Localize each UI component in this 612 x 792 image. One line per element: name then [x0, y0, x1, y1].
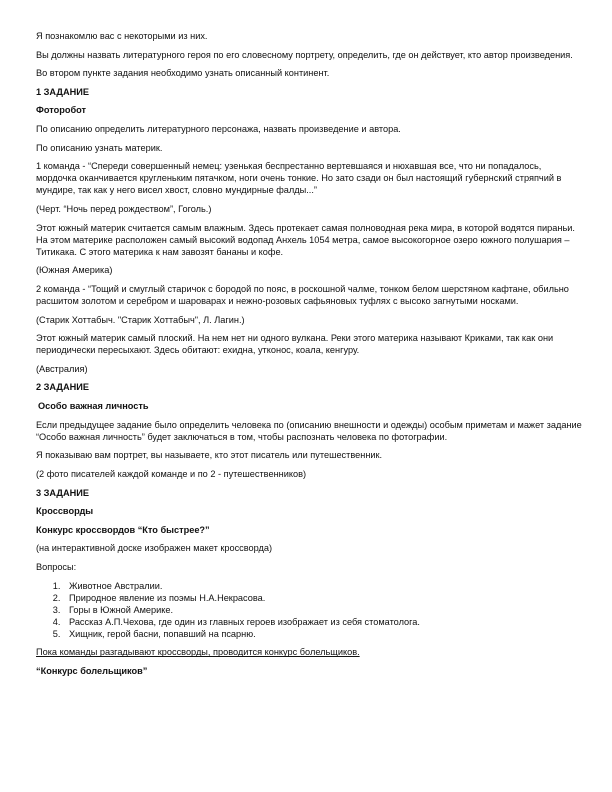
continent-description: Этот южный материк считается самым влажным. Здесь протекает самая полноводная река мира, в которой водятся пираньи. На этом материке расположен самый высокий водопад Анхель 1054 метра, самое высокогорное озеро южного полушария – Титикака. С этого материка к нам завозят бананы и кофе.: [36, 222, 575, 257]
questions-label: Вопросы:: [36, 561, 77, 572]
continent-description: Этот южный материк самый плоский. На нем нет ни одного вулкана. Реки этого материка называют Криками, так как они периодически пересыхают. Здесь обитают: ехидна, утконос, коала, кенгуру.: [36, 333, 554, 356]
list-item: 2. Природное явление из поэмы Н.А.Некрасова.: [63, 592, 584, 604]
document-page: [36, 30, 584, 684]
crosswords-heading: Кроссворды: [36, 506, 94, 517]
paragraph: Я познакомлю вас с некоторыми из них.: [36, 31, 208, 41]
paragraph: (2 фото писателей каждой команде и по 2 - путешественников): [36, 468, 307, 479]
underlined-paragraph: Пока команды разгадывают кроссворды, проводится конкурс болельщиков.: [36, 647, 360, 658]
list-item: 3. Горы в Южной Америке.: [63, 604, 584, 616]
task-1-heading: 1 ЗАДАНИЕ: [36, 86, 89, 97]
answer: (Старик Хоттабыч. "Старик Хоттабыч", Л. Лагин.): [36, 314, 245, 325]
list-item: 4. Рассказ А.П.Чехова, где один из главных героев изображает из себя стоматолога.: [63, 616, 584, 628]
paragraph: По описанию узнать материк.: [36, 142, 163, 153]
task-2-heading: 2 ЗАДАНИЕ: [36, 382, 89, 393]
paragraph: (на интерактивной доске изображен макет кроссворда): [36, 543, 273, 554]
paragraph: Во втором пункте задания необходимо узнать описанный континент.: [36, 68, 330, 79]
fotorobot-heading: Фоторобот: [36, 105, 86, 116]
answer: (Южная Америка): [36, 265, 113, 276]
contest-heading: Конкурс кроссвордов “Кто быстрее?”: [36, 524, 210, 535]
team-1-description: 1 команда - “Спереди совершенный немец: узенькая беспрестанно вертевшаяся и нюхавшая все, что ни попадалось, мордочка оканчивается кругленьким пятачком, ноги очень тонкие. Но зато сзади он был настоящий губернский стряпчий в мундире, так как у него висел хвост, словно мундирные фалды...”: [36, 161, 562, 196]
answer: (Черт. “Ночь перед рождеством”, Гоголь.): [36, 203, 212, 214]
task-3-heading: 3 ЗАДАНИЕ: [36, 487, 89, 498]
list-item: 1. Животное Австралии.: [63, 580, 584, 592]
answer: (Австралия): [36, 363, 88, 374]
questions-list: [36, 580, 584, 640]
paragraph: Я показываю вам портрет, вы называете, кто этот писатель или путешественник.: [36, 450, 383, 461]
paragraph: Вы должны назвать литературного героя по его словесному портрету, определить, где он действует, кто автор произведения.: [36, 49, 573, 60]
vip-heading: Особо важная личность: [38, 401, 149, 412]
paragraph: Если предыдущее задание было определить человека по (описанию внешности и одежды) особым приметам и мажет задание “Особо важная личность” будет заключаться в том, чтобы распознать человека по фотографии.: [36, 419, 582, 442]
team-2-description: 2 команда - “Тощий и смуглый старичок с бородой по пояс, в роскошной чалме, тонком белом шерстяном кафтане, обильно расшитом золотом и серебром и шароварах и нежно-розовых сафьяновых туфлях с высоко загнутыми носками.: [36, 283, 569, 306]
fans-contest-heading: “Конкурс болельщиков”: [36, 666, 148, 677]
list-item: 5. Хищник, герой басни, попавший на псарню.: [63, 628, 584, 640]
paragraph: По описанию определить литературного персонажа, назвать произведение и автора.: [36, 123, 401, 134]
